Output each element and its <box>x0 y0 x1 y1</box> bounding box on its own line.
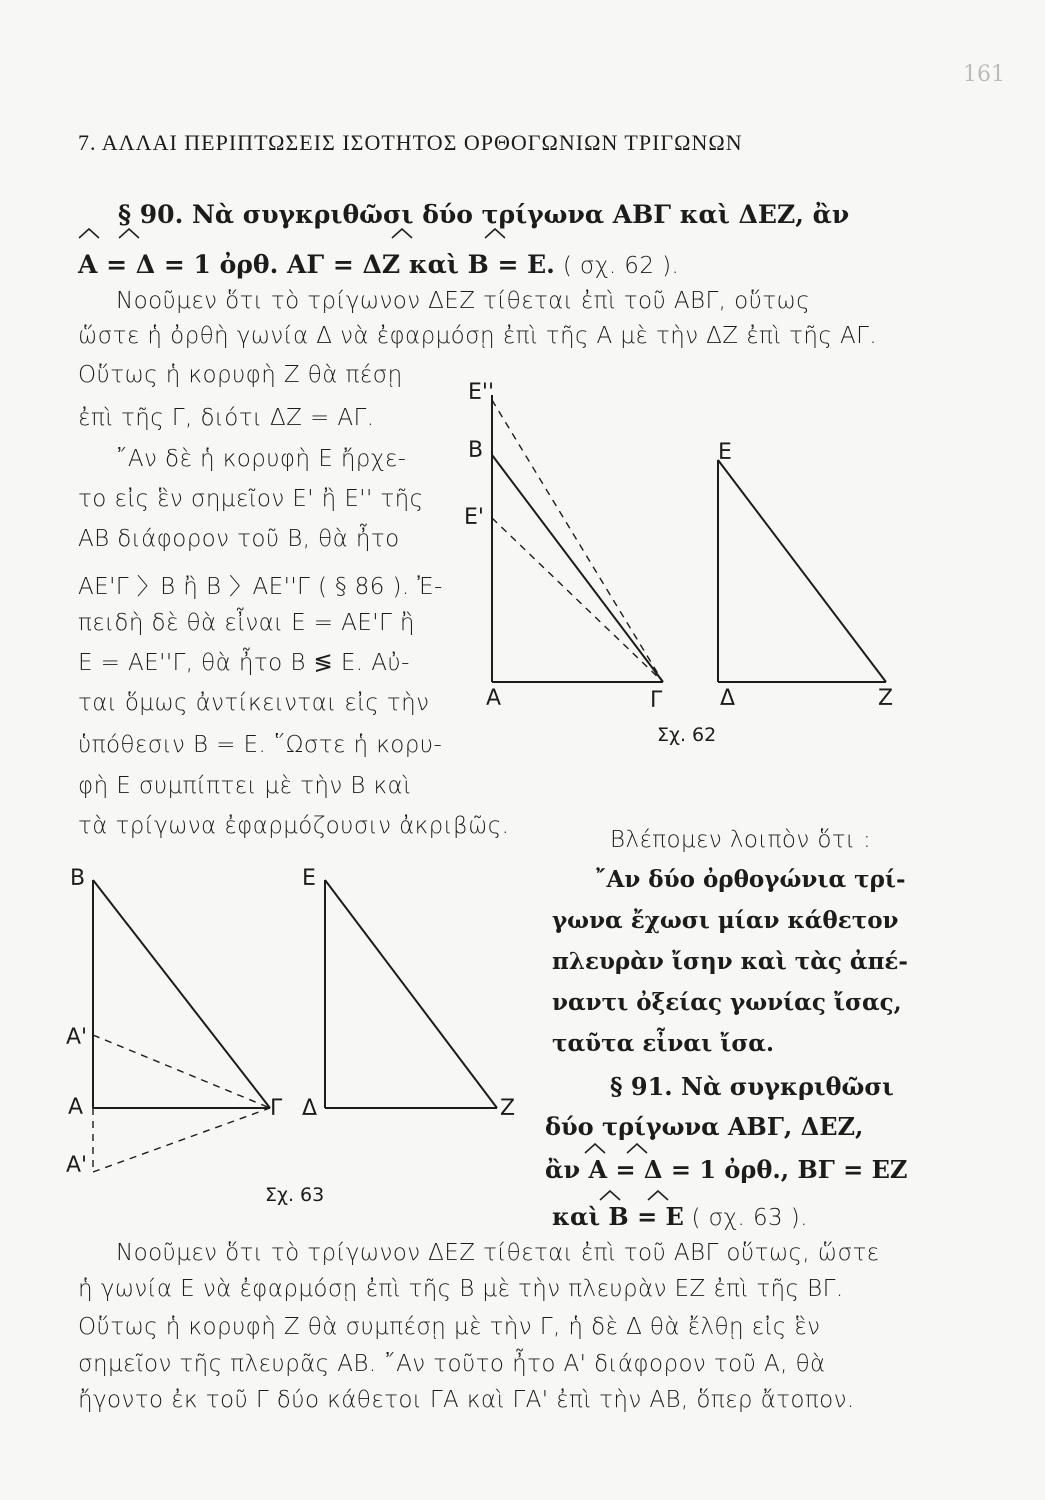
conclusion-intro: Βλέπομεν λοιπὸν ὅτι : <box>610 827 872 853</box>
s90-body-line: τὰ τρίγωνα ἐφαρμόζουσιν ἀκριβῶς. <box>78 813 510 839</box>
fig63-label-D: Δ <box>302 1096 318 1121</box>
fig63-caption: Σχ. 63 <box>265 1184 325 1206</box>
fig63-hypotenuse-EZ <box>325 880 497 1108</box>
s90-body-line: φὴ Ε συμπίπτει μὲ τὴν Β καὶ <box>78 773 412 799</box>
fig62-hypotenuse-BG <box>492 455 663 682</box>
fig62-label-D: Δ <box>720 686 736 711</box>
conclusion-line: γωνα ἔχωσι μίαν κάθετον <box>552 907 899 934</box>
fig62-dashed-E1-G <box>492 518 663 682</box>
page-number: 161 <box>963 62 1005 87</box>
s90-body-line: Οὕτως ἡ κορυφὴ Ζ θὰ πέσῃ <box>78 362 403 388</box>
s91-body-line: ἤγοντο ἐκ τοῦ Γ δύο κάθετοι ΓΑ καὶ ΓΑ' ἐπὶ τὴν ΑΒ, ὅπερ ἄτοπον. <box>78 1387 855 1413</box>
fig63-label-G: Γ <box>270 1096 283 1121</box>
section-heading: 7. ΑΛΛΑΙ ΠΕΡΙΠΤΩΣΕΙΣ ΙΣΟΤΗΤΟΣ ΟΡΘΟΓΩΝΙΩΝ ΤΡΙΓΩΝΩΝ <box>78 130 743 155</box>
conclusion-line: ναντι ὀξείας γωνίας ἴσας, <box>552 989 902 1016</box>
fig62-label-Z: Ζ <box>878 686 894 711</box>
s90-body-line: ἐπὶ τῆς Γ, διότι ΔΖ = ΑΓ. <box>78 405 375 431</box>
fig62-label-G: Γ <box>650 688 663 713</box>
s90-body-line: ται ὅμως ἀντίκεινται εἰς τὴν <box>78 690 430 716</box>
fig63-label-E: Ε <box>302 866 316 891</box>
s91-title-line1: § 91. Νὰ συγκριθῶσι <box>610 1072 894 1101</box>
conclusion-line: πλευρὰν ἴσην καὶ τὰς ἀπέ- <box>552 948 908 975</box>
fig62-label-E1: Ε' <box>464 505 484 530</box>
s90-body-line: πειδὴ δὲ θὰ εἶναι Ε = ΑΕ'Γ ἢ <box>78 610 415 636</box>
conclusion-line: ταῦτα εἶναι ἴσα. <box>552 1030 775 1057</box>
s90-body-line: Ε = ΑΕ''Γ, θὰ ἦτο Β ≶ Ε. Αὐ- <box>78 650 410 676</box>
s90-body-line: ΑΕ'Γ 〉Β ἢ Β 〉ΑΕ''Γ ( § 86 ). Ἐ- <box>78 574 443 600</box>
conclusion-line: ῎Αν δύο ὀρθογώνια τρί- <box>595 866 906 893</box>
s90-title-line1: § 90. Νὰ συγκριθῶσι δύο τρίγωνα ΑΒΓ καὶ ΔΕΖ, ἂν <box>118 200 850 229</box>
s90-title-line2: Α = Δ = 1 ὀρθ. ΑΓ = ΔΖ καὶ Β = Ε. ( σχ. 62 ). <box>78 250 680 279</box>
s90-body-line: το εἰς ἓν σημεῖον Ε' ἢ Ε'' τῆς <box>78 486 424 512</box>
fig62-caption: Σχ. 62 <box>657 724 717 746</box>
s90-body-line: ὑπόθεσιν Β = Ε. ῞Ωστε ἡ κορυ- <box>78 732 443 758</box>
fig62-label-B: Β <box>468 438 484 463</box>
fig62-label-E: Ε <box>718 440 732 465</box>
s91-body-line: Νοοῦμεν ὅτι τὸ τρίγωνον ΔΕΖ τίθεται ἐπὶ τοῦ ΑΒΓ οὕτως, ὥστε <box>116 1240 880 1266</box>
s91-title-line2: δύο τρίγωνα ΑΒΓ, ΔΕΖ, <box>545 1112 864 1141</box>
fig63-dashed-A2-G <box>93 1108 270 1172</box>
fig63-label-Z: Ζ <box>500 1096 516 1121</box>
s91-body-line: Οὕτως ἡ κορυφὴ Ζ θὰ συμπέσῃ μὲ τὴν Γ, ἡ δὲ Δ θὰ ἔλθῃ εἰς ἓν <box>78 1314 821 1340</box>
fig62-hypotenuse-EZ <box>718 460 886 682</box>
s91-title-line4: καὶ Β = Ε ( σχ. 63 ). <box>552 1202 808 1231</box>
s90-body-line: ὥστε ἡ ὀρθὴ γωνία Δ νὰ ἐφαρμόσῃ ἐπὶ τῆς Α μὲ τὴν ΔΖ ἐπὶ τῆς ΑΓ. <box>78 323 878 349</box>
fig62-dashed-E2-G <box>492 400 663 682</box>
fig63-label-A1: Α' <box>66 1025 88 1050</box>
s90-body-line: ΑΒ διάφορον τοῦ Β, θὰ ἦτο <box>78 526 400 552</box>
fig63-label-A: Α <box>68 1095 84 1120</box>
fig63-hypotenuse-BG <box>93 880 270 1108</box>
fig63-dashed-A1-G <box>93 1035 270 1108</box>
s91-title-line3: ἂν Α = Δ = 1 ὀρθ., ΒΓ = ΕΖ <box>545 1155 908 1184</box>
fig62-label-E2: Ε'' <box>468 380 494 405</box>
s91-body-line: σημεῖον τῆς πλευρᾶς ΑΒ. ῎Αν τοῦτο ἦτο Α' διάφορον τοῦ Α, θὰ <box>78 1351 826 1377</box>
s90-body-line: ῎Αν δὲ ἡ κορυφὴ Ε ἤρχε- <box>116 446 407 472</box>
fig63-label-B: Β <box>70 866 86 891</box>
fig62-label-A: Α <box>486 686 502 711</box>
s90-body-line: Νοοῦμεν ὅτι τὸ τρίγωνον ΔΕΖ τίθεται ἐπὶ τοῦ ΑΒΓ, οὕτως <box>116 288 811 314</box>
s91-body-line: ἡ γωνία Ε νὰ ἐφαρμόσῃ ἐπὶ τῆς Β μὲ τὴν πλευρὰν ΕΖ ἐπὶ τῆς ΒΓ. <box>78 1276 844 1302</box>
fig63-label-A2: Α' <box>66 1153 88 1178</box>
